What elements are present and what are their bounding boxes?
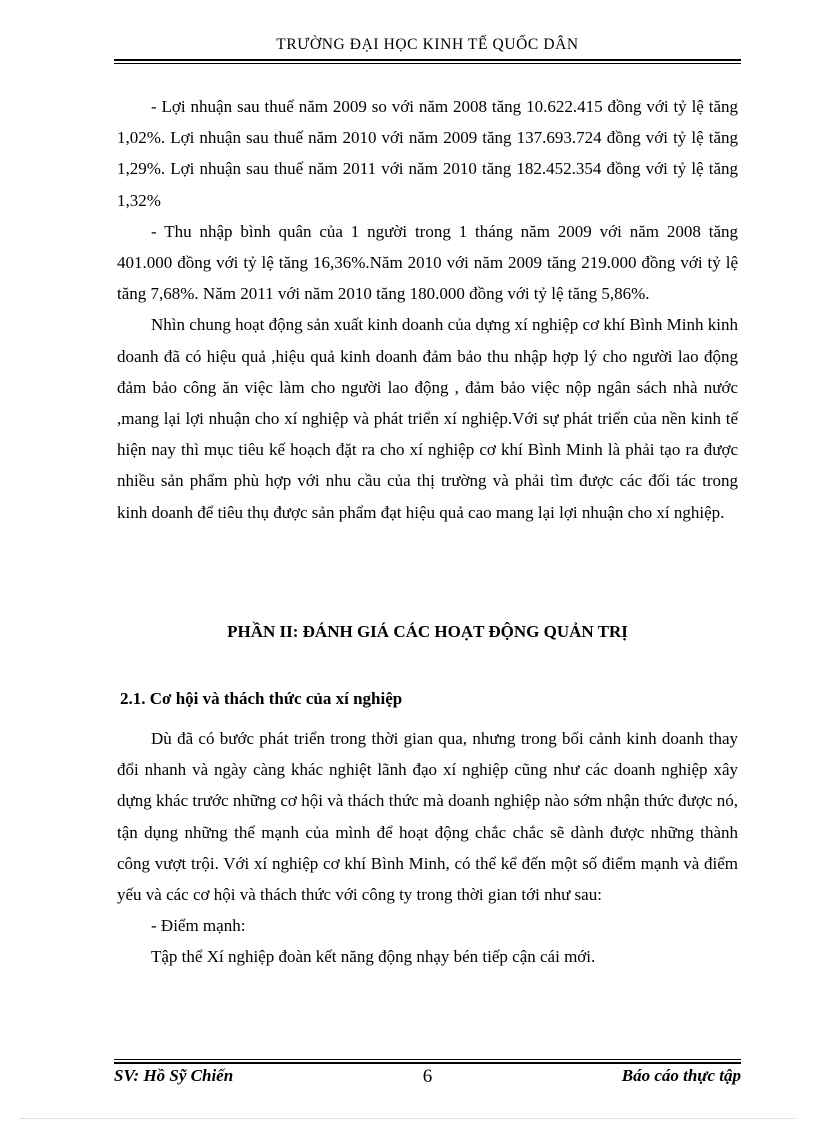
body-text-part-1 (117, 91, 738, 528)
body-text-part-2 (117, 723, 738, 973)
footer-rule-thick (114, 1062, 741, 1064)
page-edge-divider (20, 1118, 796, 1119)
paragraph-summary: Nhìn chung hoạt động sản xuất kinh doanh của dựng xí nghiệp cơ khí Bình Minh kinh doanh đã có hiệu quả ,hiệu quả kinh doanh đảm bảo thu nhập hợp lý cho người lao động đảm bảo công ăn việc làm cho người lao động , đảm bảo việc nộp ngân sách nhà nước ,mang lại lợi nhuận cho xí nghiệp và phát triển xí nghiệp.Với sự phát triển của nền kinh tế hiện nay thì mục tiêu kế hoạch đặt ra cho xí nghiệp cơ khí Bình Minh là phải tạo ra được nhiều sản phẩm phù hợp với nhu cầu của thị trường và phải tìm được các đối tác trong kinh doanh để tiêu thụ được sản phẩm đạt hiệu quả cao mang lại lợi nhuận cho xí nghiệp. (117, 315, 738, 522)
footer-author: SV: Hồ Sỹ Chiến (114, 1066, 234, 1085)
page-number: 6 (422, 1066, 433, 1087)
paragraph-profit: - Lợi nhuận sau thuế năm 2009 so với năm 2008 tăng 10.622.415 đồng với tỷ lệ tăng 1,02%. Lợi nhuận sau thuế năm 2010 với năm 2009 tăng 137.693.724 đồng với tỷ lệ tăng 1,29%. Lợi nhuận sau thuế năm 2011 với năm 2010 tăng 182.452.354 đồng với tỷ lệ tăng 1,32% (117, 97, 738, 210)
paragraph-strength-item: Tập thể Xí nghiệp đoàn kết năng động nhạy bén tiếp cận cái mới. (151, 947, 596, 967)
footer-report-label: Báo cáo thực tập (621, 1066, 741, 1085)
page-footer (114, 1066, 741, 1090)
header-rule-thick (114, 59, 741, 61)
page-header: TRƯỜNG ĐẠI HỌC KINH TẾ QUỐC DÂN (276, 36, 579, 53)
paragraph-income: - Thu nhập bình quân của 1 người trong 1 tháng năm 2009 với năm 2008 tăng 401.000 đồng với tỷ lệ tăng 16,36%.Năm 2010 với năm 2009 tăng 219.000 đồng với tỷ lệ tăng 7,68%. Năm 2011 với năm 2010 tăng 180.000 đồng với tỷ lệ tăng 5,86%. (117, 221, 738, 304)
paragraph-opportunities: Dù đã có bước phát triển trong thời gian qua, nhưng trong bối cảnh kinh doanh thay đổi nhanh và ngày càng khác nghiệt lãnh đạo xí nghiệp cũng như các doanh nghiệp xây dựng khác trước những cơ hội và thách thức mà doanh nghiệp nào sớm nhận thức được nó, tận dụng những thế mạnh của mình để hoạt động chắc chắc sẽ dành được những thành công vượt trội. Với xí nghiệp cơ khí Bình Minh, có thể kể đến một số điểm mạnh và điểm yếu và các cơ hội và thách thức với công ty trong thời gian tới như sau: (117, 729, 738, 905)
paragraph-strengths-heading: - Điểm mạnh: (151, 916, 246, 936)
subsection-title: 2.1. Cơ hội và thách thức của xí nghiệp (120, 689, 403, 708)
section-title: PHẦN II: ĐÁNH GIÁ CÁC HOẠT ĐỘNG QUẢN TRỊ (227, 622, 628, 641)
footer-rule-thin (114, 1059, 741, 1060)
header-rule-thin (114, 63, 741, 64)
